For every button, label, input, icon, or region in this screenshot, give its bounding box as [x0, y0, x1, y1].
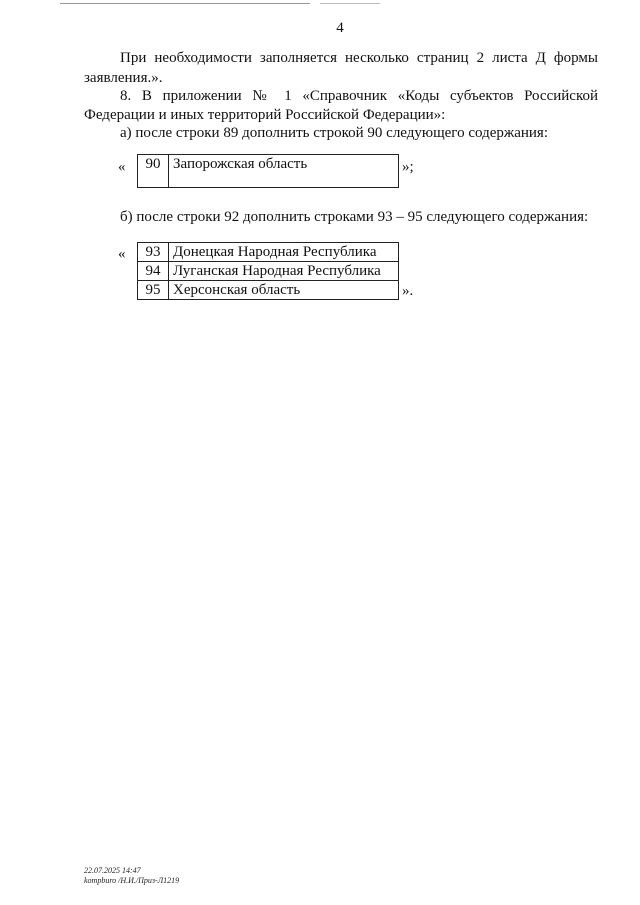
open-quote-a: « — [118, 159, 126, 175]
open-quote-b: « — [118, 246, 126, 262]
table-row — [138, 155, 399, 188]
item-b-text: б) после строки 92 дополнить строками 93 – 95 следующего содержания: — [120, 209, 589, 225]
name-cell: Донецкая Народная Республика — [169, 243, 399, 262]
table-row — [138, 243, 399, 262]
paragraph-1-line-2: заявления.». — [84, 70, 163, 86]
item-a-text: а) после строки 89 дополнить строкой 90 следующего содержания: — [120, 125, 548, 141]
table-a — [137, 154, 399, 188]
paragraph-1-line-1: При необходимости заполняется несколько страниц 2 листа Д формы — [120, 50, 598, 66]
code-cell: 93 — [138, 243, 169, 262]
table-row — [138, 262, 399, 281]
code-cell: 90 — [138, 155, 169, 188]
name-cell: Херсонская область — [169, 281, 399, 300]
paragraph-2-line-2: Федерации и иных территорий Российской Федерации»: — [84, 107, 446, 123]
close-quote-b: ». — [402, 283, 414, 299]
top-edge-line-short — [320, 3, 380, 4]
table-row — [138, 281, 399, 300]
paragraph-2-line-1: 8. В приложении № 1 «Справочник «Коды субъектов Российской — [120, 88, 598, 104]
footer-reference: kompburo /Н.И./Приз-Л1219 — [84, 876, 180, 885]
name-cell: Запорожская область — [169, 155, 399, 188]
code-cell: 95 — [138, 281, 169, 300]
code-cell: 94 — [138, 262, 169, 281]
footer-timestamp: 22.07.2025 14:47 — [84, 866, 141, 875]
table-b — [137, 242, 399, 300]
page-number: 4 — [336, 20, 344, 36]
name-cell: Луганская Народная Республика — [169, 262, 399, 281]
close-quote-a: »; — [402, 159, 414, 175]
top-edge-line — [60, 3, 310, 4]
